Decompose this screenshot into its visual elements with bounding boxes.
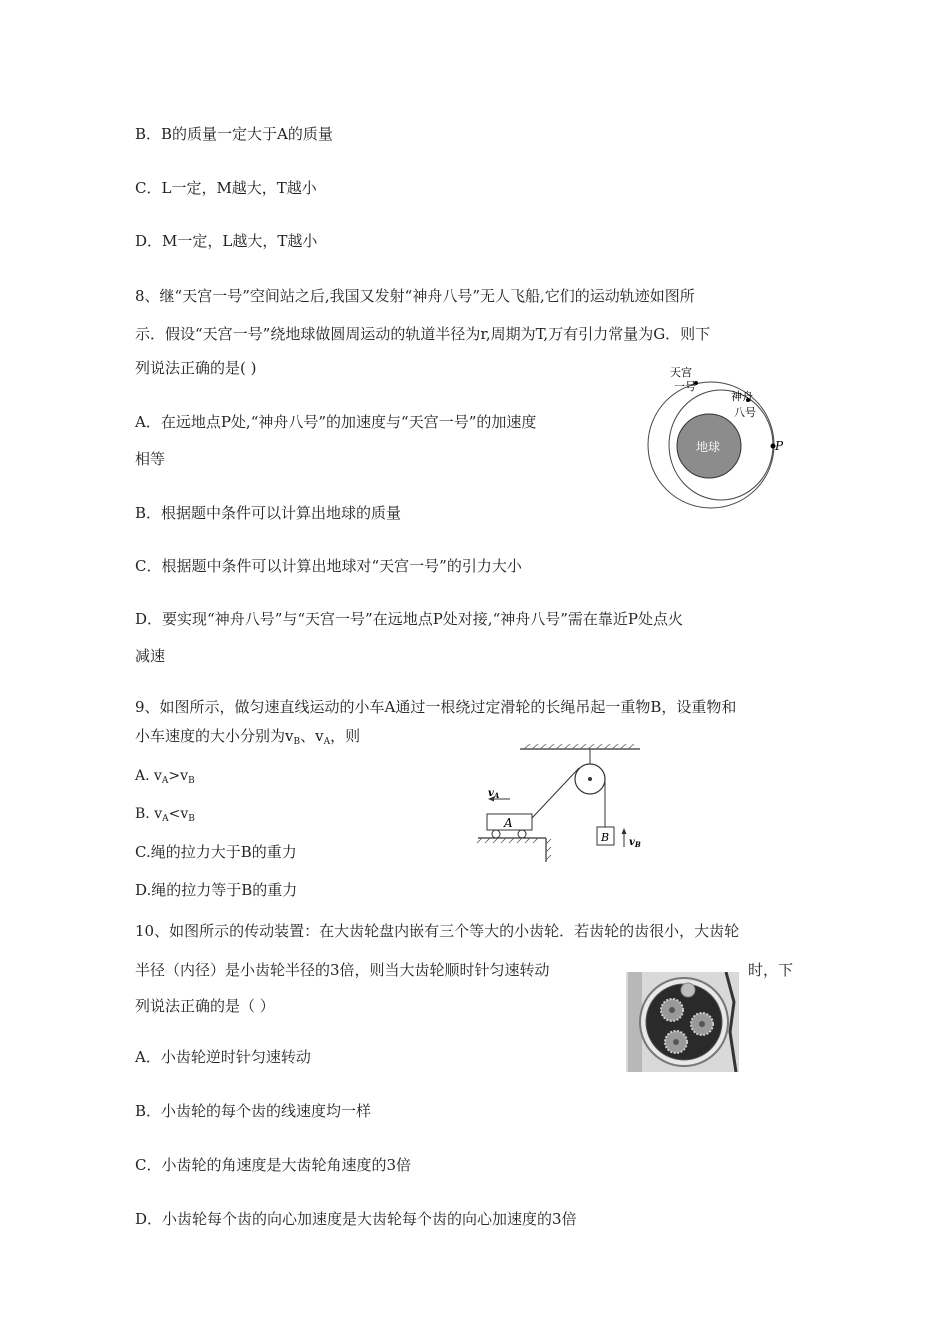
q10-option-c: C．小齿轮的角速度是大齿轮角速度的3倍 (135, 1156, 412, 1174)
rope-to-cart (532, 768, 579, 818)
q7-option-b: B．B的质量一定大于A的质量 (135, 125, 333, 143)
q10-option-a: A．小齿轮逆时针匀速转动 (135, 1048, 311, 1066)
q9-stem-line-2: 小车速度的大小分别为$v_B$、$v_A$，则 (135, 727, 361, 747)
q8-option-d: D．要实现“神舟八号”与“天宫一号”在远地点P处对接,“神舟八号”需在靠近P处点火 (135, 610, 683, 628)
q10-stem-line-2: 半径（内径）是小齿轮半径的3倍，则当大齿轮顺时针匀速转动 (135, 961, 550, 979)
q8-stem-line-1: 8、继“天宫一号”空间站之后,我国又发射“神舟八号”无人飞船,它们的运动轨迹如图所 (135, 287, 695, 305)
pulley-figure (474, 744, 654, 862)
q9-stem-line-1: 9、如图所示，做匀速直线运动的小车A通过一根绕过定滑轮的长绳吊起一重物B，设重物和 (135, 698, 737, 716)
q8-stem-line-2: 示．假设“天宫一号”绕地球做圆周运动的轨道半径为r,周期为T,万有引力常量为G．则下 (135, 325, 711, 343)
label-tiangong-1: 天宫 (670, 366, 692, 379)
q10-stem-line-1: 10、如图所示的传动装置：在大齿轮盘内嵌有三个等大的小齿轮．若齿轮的齿很小，大齿轮 (135, 922, 740, 940)
label-tiangong-2: 一号 (674, 380, 696, 393)
q7-option-c: C．L一定，M越大，T越小 (135, 179, 317, 197)
label-cart: A (504, 816, 513, 830)
q8-option-a: A．在远地点P处,“神舟八号”的加速度与“天宫一号”的加速度 (135, 413, 537, 431)
q9-option-a: A. $v_A>v_B$ (135, 768, 195, 786)
q9-option-c: C.绳的拉力大于B的重力 (135, 843, 297, 861)
q9-option-b: B. $v_A<v_B$ (135, 806, 195, 824)
label-block: B (601, 831, 610, 844)
orbit-figure (636, 360, 796, 510)
q10-option-b: B．小齿轮的每个齿的线速度均一样 (135, 1102, 372, 1120)
label-vb: $v_B$ (629, 837, 641, 849)
label-shenzhou-2: 八号 (734, 406, 756, 419)
q9-option-d: D.绳的拉力等于B的重力 (135, 881, 298, 899)
label-p: P (775, 439, 784, 453)
label-shenzhou-1: 神舟 (731, 390, 753, 403)
q7-option-d: D．M一定，L越大，T越小 (135, 232, 318, 250)
q8-option-a-cont: 相等 (135, 450, 166, 468)
q10-stem-line-3: 列说法正确的是（ ） (135, 997, 275, 1015)
q8-option-b: B．根据题中条件可以计算出地球的质量 (135, 504, 402, 522)
gear-photo (626, 972, 739, 1072)
q8-stem-line-3: 列说法正确的是( ) (135, 359, 257, 377)
q10-option-d: D．小齿轮每个齿的向心加速度是大齿轮每个齿的向心加速度的3倍 (135, 1210, 577, 1228)
q8-option-c: C．根据题中条件可以计算出地球对“天宫一号”的引力大小 (135, 557, 522, 575)
label-va: $v_A$ (488, 788, 500, 800)
q8-option-d-cont: 减速 (135, 647, 166, 665)
label-earth: 地球 (696, 440, 721, 454)
q10-stem-line-2-right: 时，下 (748, 961, 794, 979)
